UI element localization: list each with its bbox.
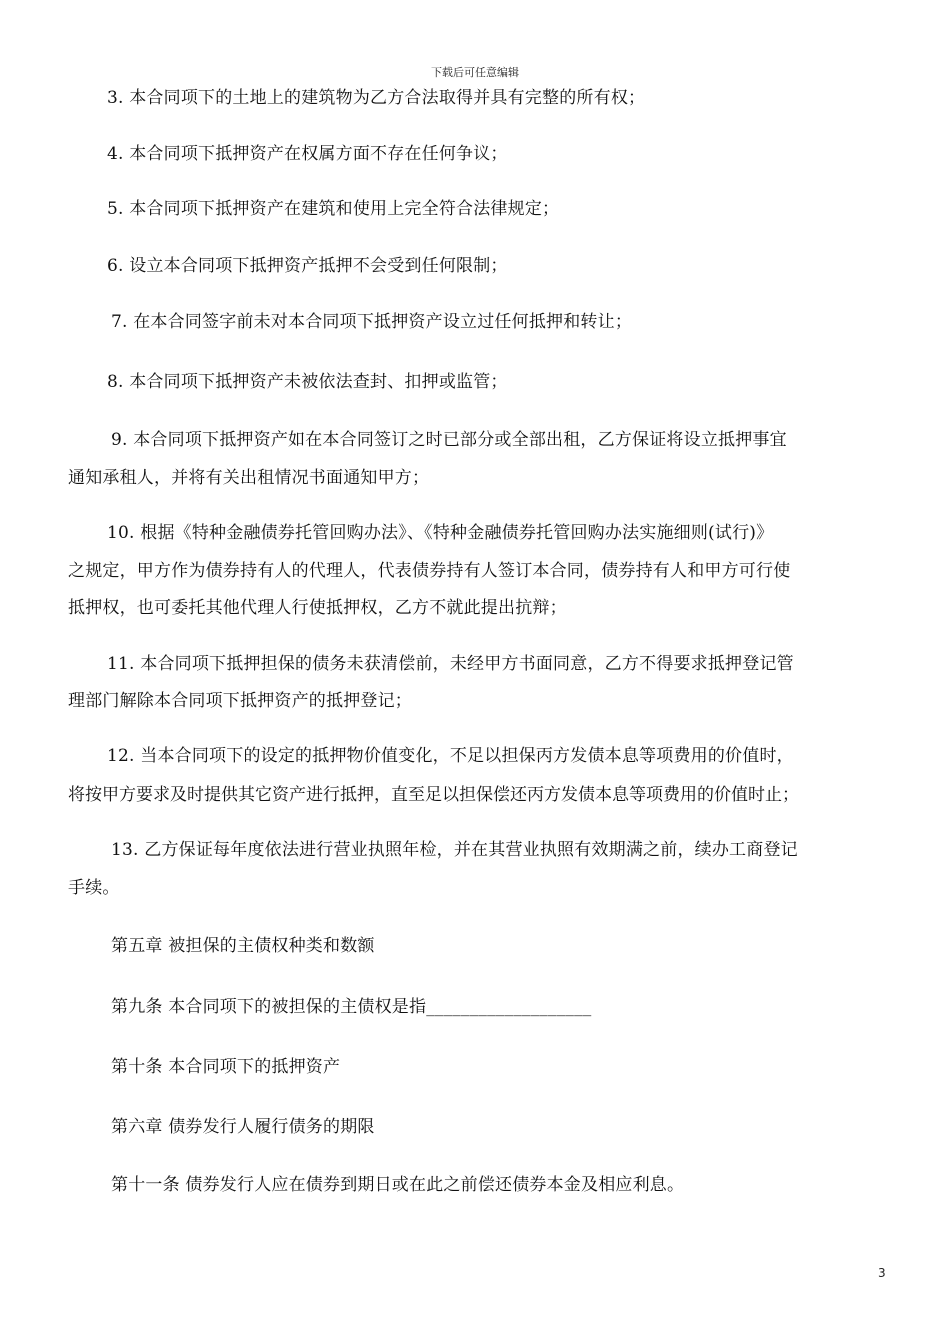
clause-10-line-3: 抵押权，也可委托其他代理人行使抵押权，乙方不就此提出抗辩；: [68, 598, 567, 618]
clause-11-line-1: 11. 本合同项下抵押担保的债务未获清偿前，未经甲方书面同意，乙方不得要求抵押登记管: [107, 654, 794, 674]
clause-11-line-2: 理部门解除本合同项下抵押资产的抵押登记；: [68, 691, 412, 711]
clause-5: 5. 本合同项下抵押资产在建筑和使用上完全符合法律规定；: [107, 199, 560, 219]
clause-7: 7. 在本合同签字前未对本合同项下抵押资产设立过任何抵押和转让；: [111, 312, 633, 332]
clause-10-line-2: 之规定，甲方作为债券持有人的代理人，代表债券持有人签订本合同，债券持有人和甲方可行使: [68, 561, 791, 581]
clause-9-line-2: 通知承租人，并将有关出租情况书面通知甲方；: [68, 468, 430, 488]
header-note: 下载后可任意编辑: [431, 66, 519, 79]
clause-8: 8. 本合同项下抵押资产未被依法查封、扣押或监管；: [107, 372, 508, 392]
clause-9-line-1: 9. 本合同项下抵押资产如在本合同签订之时已部分或全部出租，乙方保证将设立抵押事宜: [111, 430, 787, 450]
clause-10-line-1: 10. 根据《特种金融债券托管回购办法》、《特种金融债券托管回购办法实施细则(试行)》: [107, 523, 774, 543]
chapter-6-heading: 第六章 债券发行人履行债务的期限: [111, 1117, 375, 1137]
clause-6: 6. 设立本合同项下抵押资产抵押不会受到任何限制；: [107, 256, 508, 276]
clause-13-line-2: 手续。: [68, 878, 120, 898]
clause-4: 4. 本合同项下抵押资产在权属方面不存在任何争议；: [107, 144, 508, 164]
page-number: 3: [878, 1266, 886, 1280]
clause-12-line-2: 将按甲方要求及时提供其它资产进行抵押，直至足以担保偿还丙方发债本息等项费用的价值时止；: [68, 785, 799, 805]
article-11: 第十一条 债券发行人应在债券到期日或在此之前偿还债券本金及相应利息。: [111, 1175, 685, 1195]
clause-13-line-1: 13. 乙方保证每年度依法进行营业执照年检，并在其营业执照有效期满之前，续办工商登记: [111, 840, 798, 860]
article-10: 第十条 本合同项下的抵押资产: [111, 1057, 341, 1077]
clause-12-line-1: 12. 当本合同项下的设定的抵押物价值变化，不足以担保丙方发债本息等项费用的价值时，: [107, 746, 794, 766]
clause-3: 3. 本合同项下的土地上的建筑物为乙方合法取得并具有完整的所有权；: [107, 88, 646, 108]
article-9: 第九条 本合同项下的被担保的主债权是指___________________: [111, 997, 592, 1017]
chapter-5-heading: 第五章 被担保的主债权种类和数额: [111, 936, 375, 956]
